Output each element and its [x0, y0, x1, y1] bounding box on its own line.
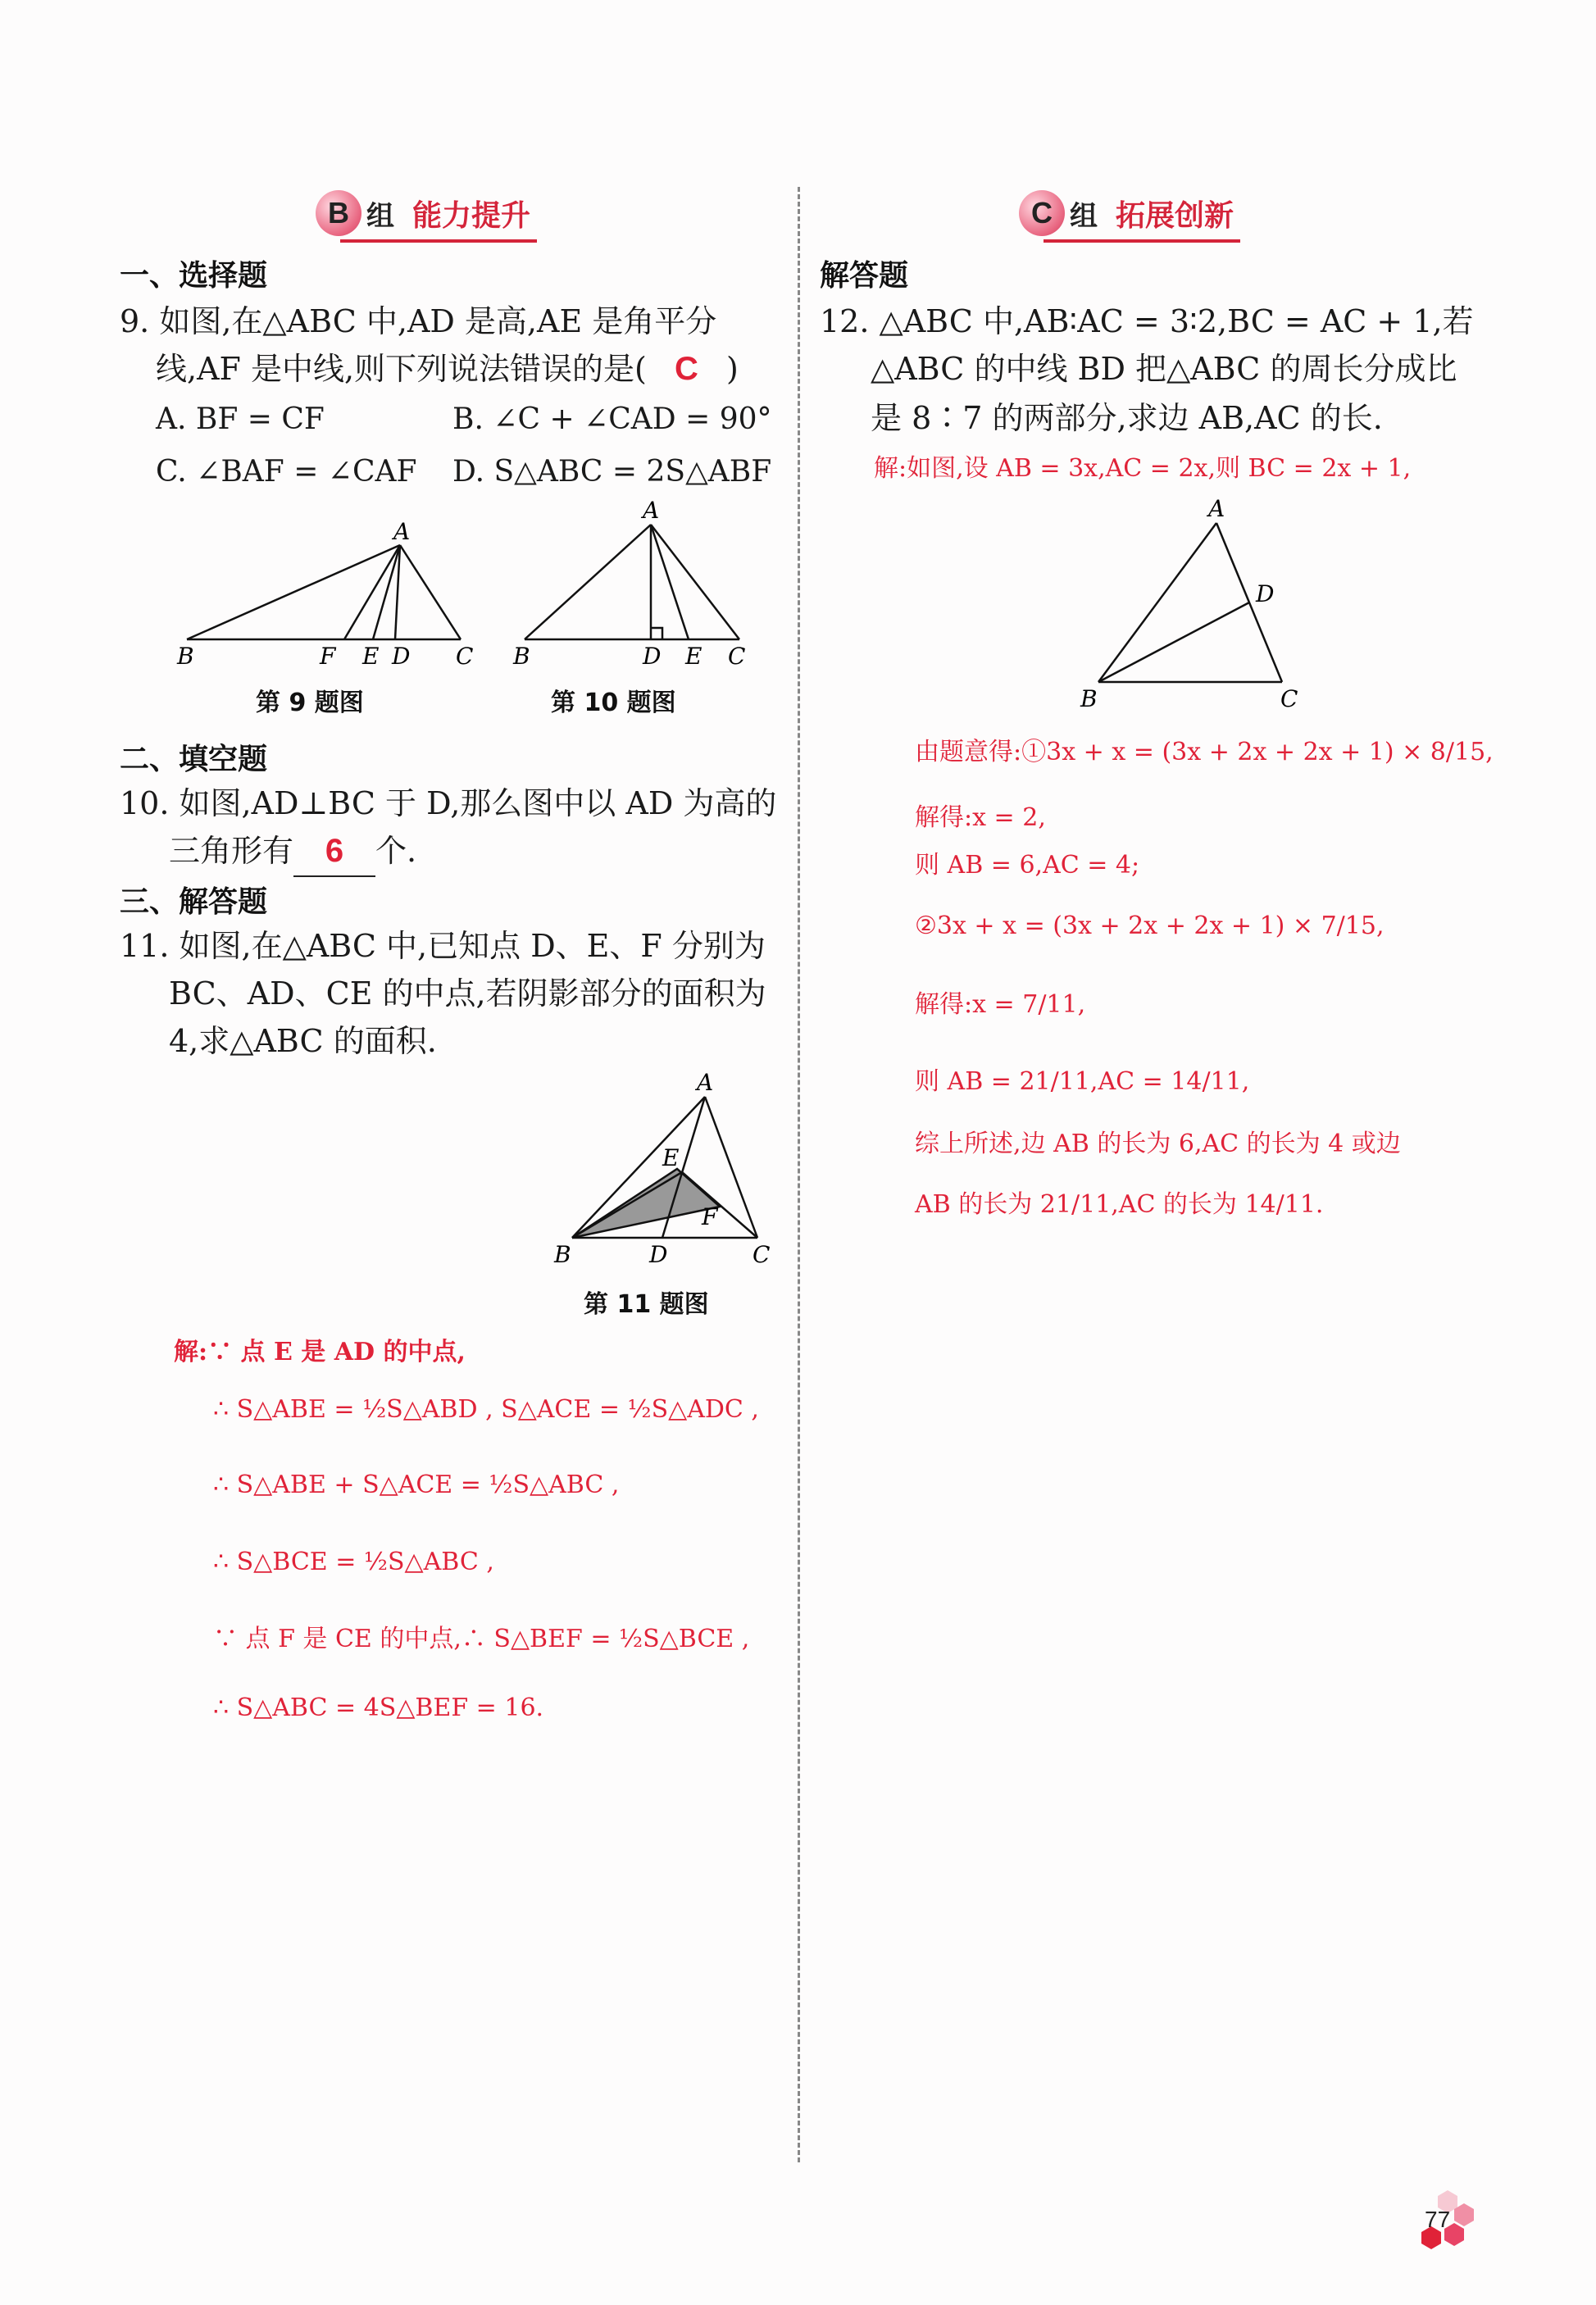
q12-line3: 是 8∶7 的两部分,求边 AB,AC 的长.: [871, 400, 1383, 436]
sol12-line5: ②3x + x = (3x + 2x + 2x + 1) × 7/15,: [915, 912, 1385, 940]
fig11-label-c: C: [753, 1241, 771, 1268]
q11-line2: BC、AD、CE 的中点,若阴影部分的面积为: [169, 975, 766, 1012]
sol12-line9: AB 的长为 21/11,AC 的长为 14/11.: [915, 1190, 1324, 1219]
group-b-letter: B: [316, 190, 361, 236]
group-b-title: 能力提升: [412, 198, 531, 233]
q9-line2-text: 线,AF 是中线,则下列说法错误的是(: [156, 351, 647, 387]
q9-option-d: D. S△ABC = 2S△ABF: [452, 455, 772, 489]
sol12-line2: 由题意得:①3x + x = (3x + 2x + 2x + 1) × 8/15,: [915, 738, 1494, 766]
figure-11: [541, 1066, 787, 1271]
q12-line2: △ABC 的中线 BD 把△ABC 的周长分成比: [871, 351, 1457, 387]
fig12-label-a: A: [1208, 495, 1225, 522]
sol12-line8: 综上所述,边 AB 的长为 6,AC 的长为 4 或边: [915, 1130, 1401, 1158]
fig11-label-f: F: [702, 1203, 718, 1230]
fig10-caption: 第 10 题图: [551, 689, 676, 717]
q10-line2a: 三角形有: [169, 833, 294, 869]
group-c-title: 拓展创新: [1116, 198, 1235, 233]
q10-line2b: 个.: [375, 833, 417, 869]
group-b-badge: [316, 190, 530, 236]
fig12-label-c: C: [1280, 685, 1298, 712]
column-divider: [798, 187, 800, 2162]
group-c-badge: [1019, 190, 1234, 236]
fig11-shaded-region: [572, 1169, 720, 1238]
fig11-label-d: D: [649, 1241, 668, 1268]
q9-line1: 9. 如图,在△ABC 中,AD 是高,AE 是角平分: [120, 303, 717, 339]
fig9-caption: 第 9 题图: [256, 689, 364, 717]
section-fill-heading: 二、填空题: [120, 743, 268, 776]
figure-12: [1066, 492, 1328, 713]
sol12-line3: 解得:x = 2,: [915, 803, 1046, 832]
fig9-label-f: F: [320, 643, 336, 670]
figure-10: [508, 492, 754, 672]
sol12-line6: 解得:x = 7/11,: [915, 990, 1086, 1019]
sol11-line1: 解:∵ 点 E 是 AD 的中点,: [174, 1338, 466, 1366]
q10-line1: 10. 如图,AD⊥BC 于 D,那么图中以 AD 为高的: [120, 785, 777, 821]
fig11-label-a: A: [697, 1069, 714, 1096]
sol11-line3: ∴ S△ABE + S△ACE = ½S△ABC ,: [213, 1471, 620, 1499]
sol12-line7: 则 AB = 21/11,AC = 14/11,: [915, 1067, 1250, 1096]
fig9-label-a: A: [393, 518, 411, 545]
right-section-heading: 解答题: [820, 259, 909, 293]
fig12-label-b: B: [1080, 685, 1098, 712]
fig10-label-c: C: [728, 643, 746, 670]
q10-answer: 6: [325, 833, 344, 869]
fig10-label-b: B: [513, 643, 530, 670]
q9-line2: [156, 344, 739, 393]
group-c-letter: C: [1019, 190, 1065, 236]
q9-close-paren: ): [725, 351, 739, 387]
fig10-label-d: D: [643, 643, 662, 670]
fig11-caption: 第 11 题图: [584, 1290, 709, 1319]
sol11-line2: ∴ S△ABE = ½S△ABD , S△ACE = ½S△ADC ,: [213, 1395, 759, 1424]
q9-option-c: C. ∠BAF = ∠CAF: [156, 455, 417, 489]
fig9-label-e: E: [362, 643, 380, 670]
sol12-line1: 解:如图,设 AB = 3x,AC = 2x,则 BC = 2x + 1,: [874, 454, 1412, 483]
section-choice-heading: 一、选择题: [120, 259, 268, 293]
fig9-label-d: D: [392, 643, 411, 670]
fig11-label-e: E: [662, 1144, 680, 1171]
group-c-zu: 组: [1070, 199, 1098, 233]
q12-line1: 12. △ABC 中,AB∶AC = 3∶2,BC = AC + 1,若: [820, 303, 1474, 339]
sol11-line6: ∴ S△ABC = 4S△BEF = 16.: [213, 1694, 544, 1722]
sol11-line5: ∵ 点 F 是 CE 的中点,∴ S△BEF = ½S△BCE ,: [213, 1625, 750, 1653]
fig10-label-e: E: [685, 643, 703, 670]
fig10-label-a: A: [643, 497, 660, 524]
sol12-line4: 则 AB = 6,AC = 4;: [915, 851, 1140, 880]
fig9-label-c: C: [456, 643, 474, 670]
fig9-label-b: B: [177, 643, 194, 670]
group-b-zu: 组: [366, 199, 394, 233]
q11-line1: 11. 如图,在△ABC 中,已知点 D、E、F 分别为: [120, 928, 766, 964]
page-number: 77: [1425, 2207, 1451, 2232]
group-b-underline: [340, 239, 537, 243]
section-answer-heading: 三、解答题: [120, 885, 268, 919]
q9-option-a: A. BF = CF: [156, 402, 325, 436]
q9-answer: C: [674, 351, 698, 387]
group-c-underline: [1044, 239, 1240, 243]
fig11-label-b: B: [554, 1241, 571, 1268]
q9-option-b: B. ∠C + ∠CAD = 90°: [452, 402, 772, 436]
figure-9: [164, 508, 492, 672]
sol11-line4: ∴ S△BCE = ½S△ABC ,: [213, 1548, 494, 1576]
fig12-label-d: D: [1256, 580, 1275, 607]
q10-line2: [169, 826, 416, 877]
q11-line3: 4,求△ABC 的面积.: [169, 1023, 437, 1059]
